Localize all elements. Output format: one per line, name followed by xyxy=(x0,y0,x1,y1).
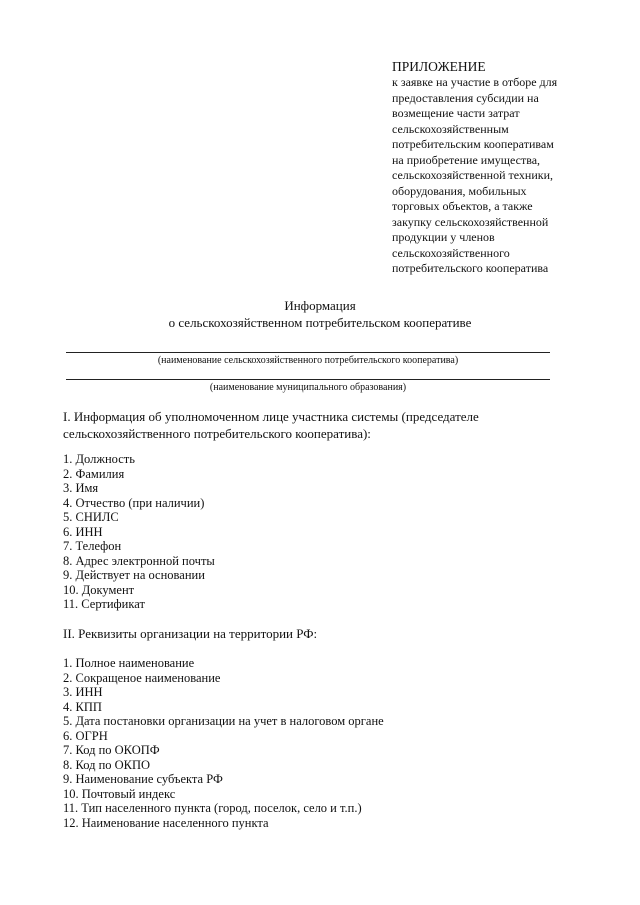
list-item: 7. Телефон xyxy=(63,539,122,553)
municipality-caption: (наименование муниципального образования) xyxy=(209,382,407,393)
list-item: 11. Тип населенного пункта (город, поселок, село и т.п.) xyxy=(63,801,362,815)
list-item: 6. ОГРН xyxy=(63,728,108,743)
section-2-heading-block xyxy=(63,625,583,642)
appendix-line: возмещение части затрат xyxy=(392,106,520,120)
list-item: 12. Наименование населенного пункта xyxy=(63,815,269,830)
section-2-heading: II. Реквизиты организации на территории РФ: xyxy=(63,626,318,641)
list-item: 9. Наименование субъекта РФ xyxy=(63,772,223,786)
list-item: 1. Должность xyxy=(63,452,135,466)
appendix-title: ПРИЛОЖЕНИЕ xyxy=(392,59,486,74)
appendix-lines xyxy=(392,75,592,277)
appendix-line: на приобретение имущества, xyxy=(392,152,541,167)
appendix-line: торговых объектов, а также xyxy=(392,199,533,213)
list-item: 1. Полное наименование xyxy=(63,656,195,670)
appendix-line: предоставления субсидии на xyxy=(392,90,539,105)
appendix-line: к заявке на участие в отборе для xyxy=(392,75,558,89)
section-1-heading-line-2: сельскохозяйственного потребительского кооператива): xyxy=(63,426,371,441)
appendix-line: сельскохозяйственного xyxy=(392,245,510,260)
appendix-line: сельскохозяйственной техники, xyxy=(392,168,553,182)
appendix-line: потребительским кооперативам xyxy=(392,137,554,151)
list-item: 8. Код по ОКПО xyxy=(63,757,151,772)
list-item: 11. Сертификат xyxy=(63,597,145,611)
document-heading xyxy=(0,297,640,331)
section-2-list xyxy=(63,656,583,830)
appendix-line: оборудования, мобильных xyxy=(392,183,527,198)
coop-name-field xyxy=(66,352,550,367)
list-item: 10. Почтовый индекс xyxy=(63,786,176,801)
appendix-block xyxy=(392,59,592,277)
heading-line-1: Информация xyxy=(284,298,356,313)
section-1-list xyxy=(63,452,583,612)
list-item: 4. Отчество (при наличии) xyxy=(63,495,205,510)
list-item: 5. СНИЛС xyxy=(63,510,119,524)
list-item: 4. КПП xyxy=(63,699,102,714)
appendix-line: продукции у членов xyxy=(392,230,495,244)
list-item: 2. Сокращеное наименование xyxy=(63,670,221,685)
list-item: 8. Адрес электронной почты xyxy=(63,553,215,568)
list-item: 5. Дата постановки организации на учет в налоговом органе xyxy=(63,714,384,728)
appendix-line: сельскохозяйственным xyxy=(392,121,509,136)
coop-name-caption: (наименование сельскохозяйственного потребительского кооператива) xyxy=(157,355,459,366)
section-1-heading xyxy=(63,408,583,442)
section-1-heading-line-1: I. Информация об уполномоченном лице участника системы (председателе xyxy=(63,409,479,424)
appendix-line: закупку сельскохозяйственной xyxy=(392,214,549,229)
list-item: 6. ИНН xyxy=(63,524,103,539)
list-item: 10. Документ xyxy=(63,582,135,597)
list-item: 9. Действует на основании xyxy=(63,568,205,582)
list-item: 3. ИНН xyxy=(63,685,103,699)
list-item: 7. Код по ОКОПФ xyxy=(63,743,160,757)
municipality-field xyxy=(66,379,550,394)
list-item: 2. Фамилия xyxy=(63,466,125,481)
appendix-line: потребительского кооператива xyxy=(392,261,549,275)
heading-line-2: о сельскохозяйственном потребительском кооперативе xyxy=(168,315,472,330)
list-item: 3. Имя xyxy=(63,481,99,495)
